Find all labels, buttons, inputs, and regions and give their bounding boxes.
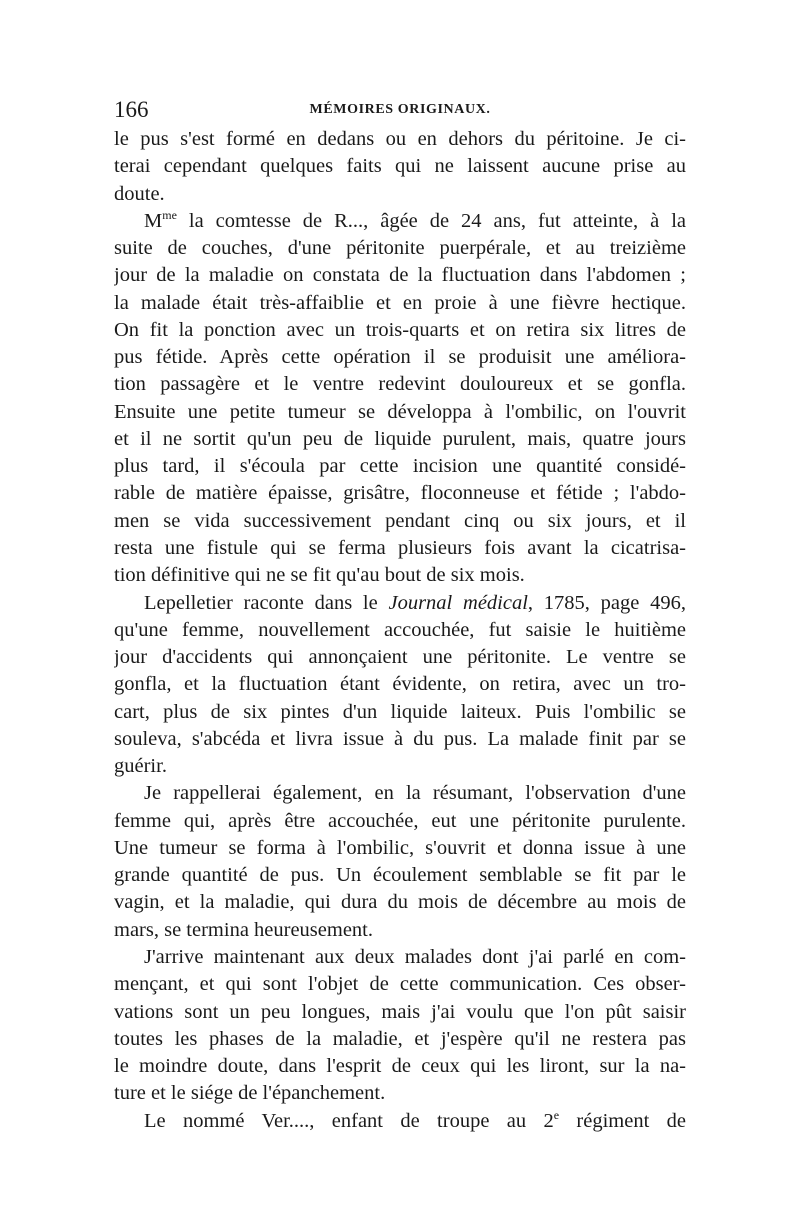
text-line: men se vida successivement pendant cinq ou six jours, et il — [114, 509, 686, 532]
text-line: vations sont un peu longues, mais j'ai voulu que l'on pût saisir — [114, 1000, 686, 1023]
text-line: cart, plus de six pintes d'un liquide laiteux. Puis l'ombilic se — [114, 700, 686, 723]
page-header — [114, 96, 686, 124]
text-line: gonfla, et la fluctuation étant évidente, on retira, avec un tro- — [114, 673, 686, 696]
text-line: tion définitive qui ne se fit qu'au bout de six mois. — [114, 564, 525, 587]
text-line: le moindre doute, dans l'esprit de ceux qui les liront, sur la na- — [114, 1055, 686, 1078]
text-line: pus fétide. Après cette opération il se produisit une améliora- — [114, 346, 686, 369]
text-line: Le nommé Ver...., enfant de troupe au 2e régiment de — [144, 1107, 686, 1132]
text-line: souleva, s'abcéda et livra issue à du pus. La malade finit par se — [114, 727, 686, 750]
page-number: 166 — [114, 97, 149, 122]
text-line: le pus s'est formé en dedans ou en dehors du péritoine. Je ci- — [114, 128, 686, 150]
text-line: resta une fistule qui se ferma plusieurs fois avant la cicatrisa- — [114, 536, 686, 559]
text-line: et il ne sortit qu'un peu de liquide purulent, mais, quatre jours — [114, 427, 686, 450]
text-line: jour de la maladie on constata de la fluctuation dans l'abdomen ; — [114, 264, 686, 287]
text-line: Je rappellerai également, en la résumant, l'observation d'une — [144, 782, 686, 805]
text-line: $M^{me}$ la comtesse de R..., âgée de 24 ans, fut atteinte, à la — [144, 207, 686, 232]
text-line: ture et le siége de l'épanchement. — [114, 1082, 386, 1105]
text-line: rable de matière épaisse, grisâtre, floconneuse et fétide ; l'abdo- — [114, 482, 686, 505]
text-line: jour d'accidents qui annonçaient une péritonite. Le ventre se — [114, 646, 686, 669]
text-line: mençant, et qui sont l'objet de cette communication. Ces obser- — [114, 973, 686, 996]
text-line: qu'une femme, nouvellement accouchée, fut saisie le huitième — [114, 618, 686, 641]
text-line: Ensuite une petite tumeur se développa à l'ombilic, on l'ouvrit — [114, 400, 686, 423]
text-line: grande quantité de pus. Un écoulement semblable se fit par le — [114, 864, 686, 887]
text-line: Une tumeur se forma à l'ombilic, s'ouvrit et donna issue à une — [114, 836, 686, 859]
text-line: mars, se termina heureusement. — [114, 918, 374, 941]
text-line: On fit la ponction avec un trois-quarts et on retira six litres de — [114, 318, 686, 341]
text-line: suite de couches, d'une péritonite puerpérale, et au treizième — [114, 237, 686, 260]
text-line: doute. — [114, 182, 165, 205]
text-line: terai cependant quelques faits qui ne laissent aucune prise au — [114, 155, 686, 178]
text-line: J'arrive maintenant aux deux malades dont j'ai parlé en com- — [144, 945, 686, 968]
text-line: toutes les phases de la maladie, et j'espère qu'il ne restera pas — [114, 1027, 686, 1050]
text-line: la malade était très-affaiblie et en proie à une fièvre hectique. — [114, 291, 686, 314]
body-text — [114, 126, 686, 1135]
running-title: MÉMOIRES ORIGINAUX. — [309, 102, 491, 117]
text-line: guérir. — [114, 755, 167, 778]
text-line: plus tard, il s'écoula par cette incision une quantité considé- — [114, 455, 686, 478]
journal-title: Journal médical — [388, 591, 528, 614]
text-line: Lepelletier raconte dans le Journal médical, 1785, page 496, — [144, 591, 686, 614]
abbreviation-mme: $M^{me}$ — [144, 207, 177, 232]
text-line: femme qui, après être accouchée, eut une péritonite purulente. — [114, 809, 686, 832]
text-line: tion passagère et le ventre redevint douloureux et se gonfla. — [114, 373, 686, 396]
text-line: vagin, et la maladie, qui dura du mois de décembre au mois de — [114, 891, 686, 914]
